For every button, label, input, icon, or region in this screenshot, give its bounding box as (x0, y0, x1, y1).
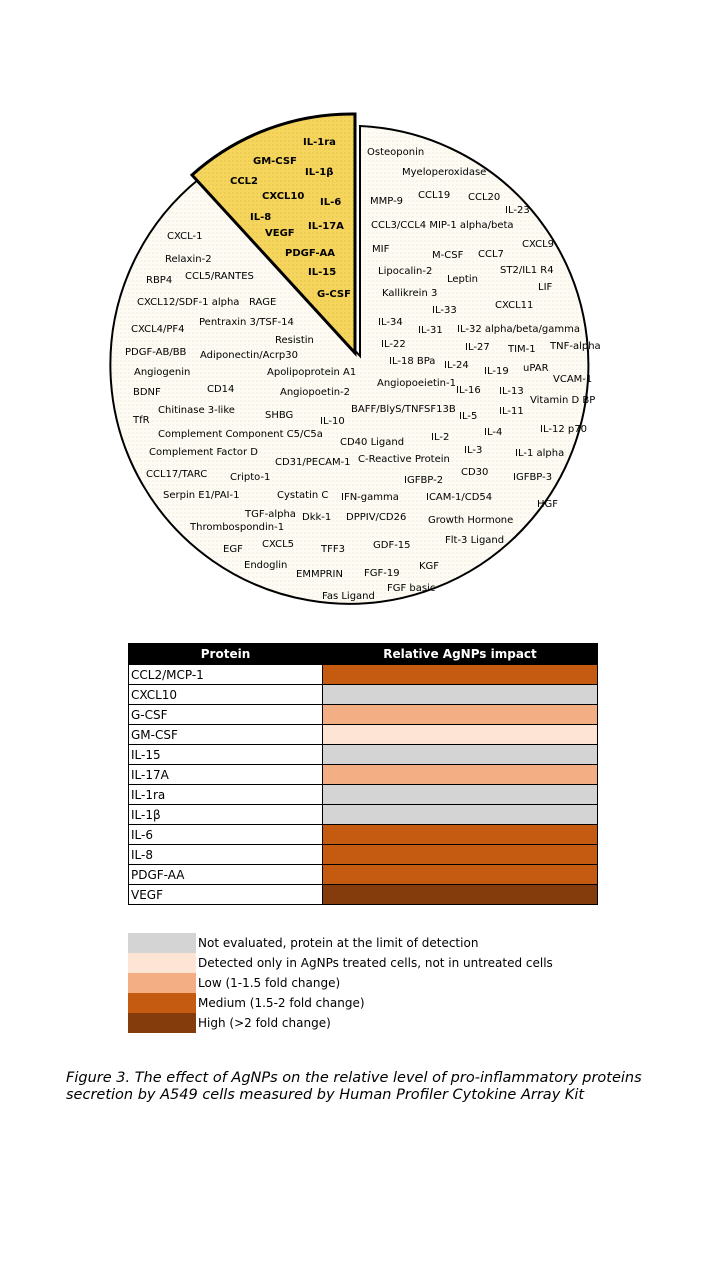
legend-swatch (128, 933, 196, 953)
protein-label: IL-22 (381, 339, 406, 350)
legend-label: Not evaluated, protein at the limit of detection (198, 936, 479, 950)
legend-swatch (128, 953, 196, 973)
highlight-label: CCL2 (230, 176, 259, 187)
impact-level-cell (323, 725, 598, 745)
protein-label: Endoglin (244, 560, 288, 571)
legend-item (128, 973, 553, 993)
protein-label: C-Reactive Protein (358, 454, 450, 465)
protein-label: CXCL5 (262, 539, 295, 550)
protein-label: IL-13 (499, 386, 524, 397)
legend-label: Medium (1.5-2 fold change) (198, 996, 365, 1010)
protein-label: Flt-3 Ligand (445, 535, 505, 546)
protein-label: MMP-9 (370, 196, 404, 207)
protein-label: CD30 (461, 467, 489, 478)
protein-label: CCL20 (468, 192, 501, 203)
table-body (129, 665, 598, 905)
protein-label: SHBG (265, 410, 294, 421)
protein-label: CCL3/CCL4 MIP-1 alpha/beta (371, 220, 514, 231)
legend-item (128, 933, 553, 953)
protein-label: ICAM-1/CD54 (426, 492, 493, 503)
impact-level-cell (323, 685, 598, 705)
protein-label: IL-33 (432, 305, 457, 316)
protein-name-cell: CCL2/MCP-1 (129, 665, 323, 685)
table-row (129, 845, 598, 865)
protein-label: Complement Component C5/C5a (158, 429, 323, 440)
protein-label: TNF-alpha (550, 341, 601, 352)
protein-name-cell: VEGF (129, 885, 323, 905)
protein-label: CXCL11 (495, 300, 534, 311)
protein-label: Myeloperoxidase (402, 167, 487, 178)
protein-label: Angiogenin (134, 367, 191, 378)
protein-label: Leptin (447, 274, 478, 285)
protein-label: IL-18 BPa (389, 356, 436, 367)
legend-item (128, 993, 553, 1013)
protein-label: ST2/IL1 R4 (500, 265, 554, 276)
protein-label: Osteoponin (367, 147, 425, 158)
protein-label: Apolipoprotein A1 (267, 367, 357, 378)
protein-name-cell: CXCL10 (129, 685, 323, 705)
protein-label: KGF (419, 561, 440, 572)
protein-label: CD31/PECAM-1 (275, 457, 351, 468)
protein-label: IL-4 (484, 427, 503, 438)
highlight-label: IL-8 (250, 212, 272, 223)
protein-name-cell: IL-8 (129, 845, 323, 865)
protein-label: IGFBP-2 (404, 475, 444, 486)
protein-label: IGFBP-3 (513, 472, 553, 483)
protein-label: IL-1 alpha (515, 448, 565, 459)
impact-level-cell (323, 705, 598, 725)
protein-label: CCL19 (418, 190, 451, 201)
highlight-label: IL-15 (308, 267, 337, 278)
protein-label: Thrombospondin-1 (190, 522, 285, 533)
protein-label: Vitamin D BP (530, 395, 596, 406)
protein-label: TFF3 (321, 544, 345, 555)
table-row (129, 725, 598, 745)
highlight-label: IL-1β (305, 167, 334, 178)
protein-label: FGF basic (387, 583, 436, 594)
protein-label: IL-12 p70 (540, 424, 587, 435)
protein-name-cell: IL-15 (129, 745, 323, 765)
protein-label: TGF-alpha (245, 509, 296, 520)
protein-label: BDNF (133, 387, 161, 398)
impact-level-cell (323, 845, 598, 865)
protein-label: IL-2 (431, 432, 450, 443)
highlight-label: CXCL10 (262, 191, 305, 202)
table-row (129, 705, 598, 725)
protein-label: Chitinase 3-like (158, 405, 235, 416)
protein-label: IL-27 (465, 342, 490, 353)
protein-label: TfR (133, 415, 150, 426)
protein-label: RAGE (249, 297, 277, 308)
protein-label: Cripto-1 (230, 472, 271, 483)
cytokine-pie-diagram (0, 0, 720, 620)
protein-label: IL-5 (459, 411, 478, 422)
legend-label: Detected only in AgNPs treated cells, not in untreated cells (198, 956, 553, 970)
protein-label: CD14 (207, 384, 235, 395)
protein-label: EMMPRIN (296, 569, 343, 580)
legend-swatch (128, 1013, 196, 1033)
protein-label: GDF-15 (373, 540, 411, 551)
protein-label: IL-32 alpha/beta/gamma (457, 324, 580, 335)
protein-label: IL-24 (444, 360, 469, 371)
protein-label: uPAR (523, 363, 549, 374)
protein-label: CXCL9 (522, 239, 555, 250)
protein-label: CD40 Ligand (340, 437, 405, 448)
protein-label: Dkk-1 (302, 512, 332, 523)
protein-label: CCL5/RANTES (185, 271, 254, 282)
protein-label: IL-23 (505, 205, 530, 216)
protein-label: IL-3 (464, 445, 483, 456)
table-row (129, 865, 598, 885)
protein-label: PDGF-AB/BB (125, 347, 187, 358)
impact-level-cell (323, 825, 598, 845)
protein-label: IL-10 (320, 416, 345, 427)
table-row (129, 885, 598, 905)
protein-label: IL-16 (456, 385, 481, 396)
protein-label: CCL17/TARC (146, 469, 208, 480)
protein-label: Adiponectin/Acrp30 (200, 350, 298, 361)
protein-label: CXCL4/PF4 (131, 324, 185, 335)
protein-name-cell: GM-CSF (129, 725, 323, 745)
table-row (129, 825, 598, 845)
protein-label: FGF-19 (364, 568, 400, 579)
protein-label: MIF (372, 244, 390, 255)
protein-label: Lipocalin-2 (378, 266, 433, 277)
protein-name-cell: IL-17A (129, 765, 323, 785)
header-protein: Protein (129, 644, 323, 665)
legend-label: Low (1-1.5 fold change) (198, 976, 341, 990)
legend-swatch (128, 973, 196, 993)
highlight-label: G-CSF (317, 289, 351, 300)
impact-table (128, 643, 598, 905)
protein-label: Angiopoetin-2 (280, 387, 351, 398)
protein-label: BAFF/BlyS/TNFSF13B (351, 404, 456, 415)
protein-name-cell: IL-1ra (129, 785, 323, 805)
table-row (129, 665, 598, 685)
protein-label: DPPIV/CD26 (346, 512, 407, 523)
impact-level-cell (323, 805, 598, 825)
protein-label: CXCL-1 (167, 231, 203, 242)
protein-label: Fas Ligand (322, 591, 375, 602)
impact-level-cell (323, 765, 598, 785)
highlight-label: GM-CSF (253, 156, 297, 167)
table-row (129, 745, 598, 765)
legend-swatch (128, 993, 196, 1013)
protein-label: Kallikrein 3 (382, 288, 438, 299)
legend (128, 933, 553, 1033)
protein-label: TIM-1 (508, 344, 536, 355)
protein-label: VCAM-1 (553, 374, 593, 385)
highlight-label: PDGF-AA (285, 248, 335, 259)
protein-label: RBP4 (146, 275, 173, 286)
protein-label: Relaxin-2 (165, 254, 212, 265)
protein-name-cell: IL-1β (129, 805, 323, 825)
protein-label: CXCL12/SDF-1 alpha (137, 297, 240, 308)
protein-label: Angiopoeietin-1 (377, 378, 456, 389)
table-header-row (129, 644, 598, 665)
protein-label: Growth Hormone (428, 515, 514, 526)
legend-item (128, 1013, 553, 1033)
protein-label: IL-11 (499, 406, 524, 417)
protein-label: Serpin E1/PAI-1 (163, 490, 240, 501)
table-row (129, 805, 598, 825)
protein-label: Cystatin C (277, 490, 329, 501)
protein-label: Resistin (275, 335, 314, 346)
protein-label: Pentraxin 3/TSF-14 (199, 317, 294, 328)
header-impact: Relative AgNPs impact (323, 644, 598, 665)
impact-level-cell (323, 745, 598, 765)
highlight-label: IL-1ra (303, 137, 336, 148)
impact-level-cell (323, 665, 598, 685)
protein-label: LIF (538, 282, 553, 293)
legend-item (128, 953, 553, 973)
protein-label: M-CSF (432, 250, 464, 261)
protein-name-cell: IL-6 (129, 825, 323, 845)
impact-level-cell (323, 865, 598, 885)
protein-label: IL-31 (418, 325, 443, 336)
protein-name-cell: G-CSF (129, 705, 323, 725)
legend-label: High (>2 fold change) (198, 1016, 331, 1030)
highlight-label: VEGF (265, 228, 295, 239)
table-row (129, 785, 598, 805)
impact-level-cell (323, 785, 598, 805)
impact-level-cell (323, 885, 598, 905)
protein-label: IFN-gamma (341, 492, 399, 503)
protein-label: IL-34 (378, 317, 403, 328)
table-row (129, 765, 598, 785)
protein-label: EGF (223, 544, 243, 555)
figure-caption: Figure 3. The effect of AgNPs on the relative level of pro-inflammatory proteins secretion by A549 cells measured by Human Profiler Cytokine Array Kit (66, 1070, 642, 1103)
protein-label: Complement Factor D (149, 447, 258, 458)
table-row (129, 685, 598, 705)
protein-name-cell: PDGF-AA (129, 865, 323, 885)
highlight-label: IL-6 (320, 197, 342, 208)
protein-label: HGF (537, 499, 559, 510)
highlight-label: IL-17A (308, 221, 344, 232)
protein-label: IL-19 (484, 366, 509, 377)
protein-label: CCL7 (478, 249, 504, 260)
